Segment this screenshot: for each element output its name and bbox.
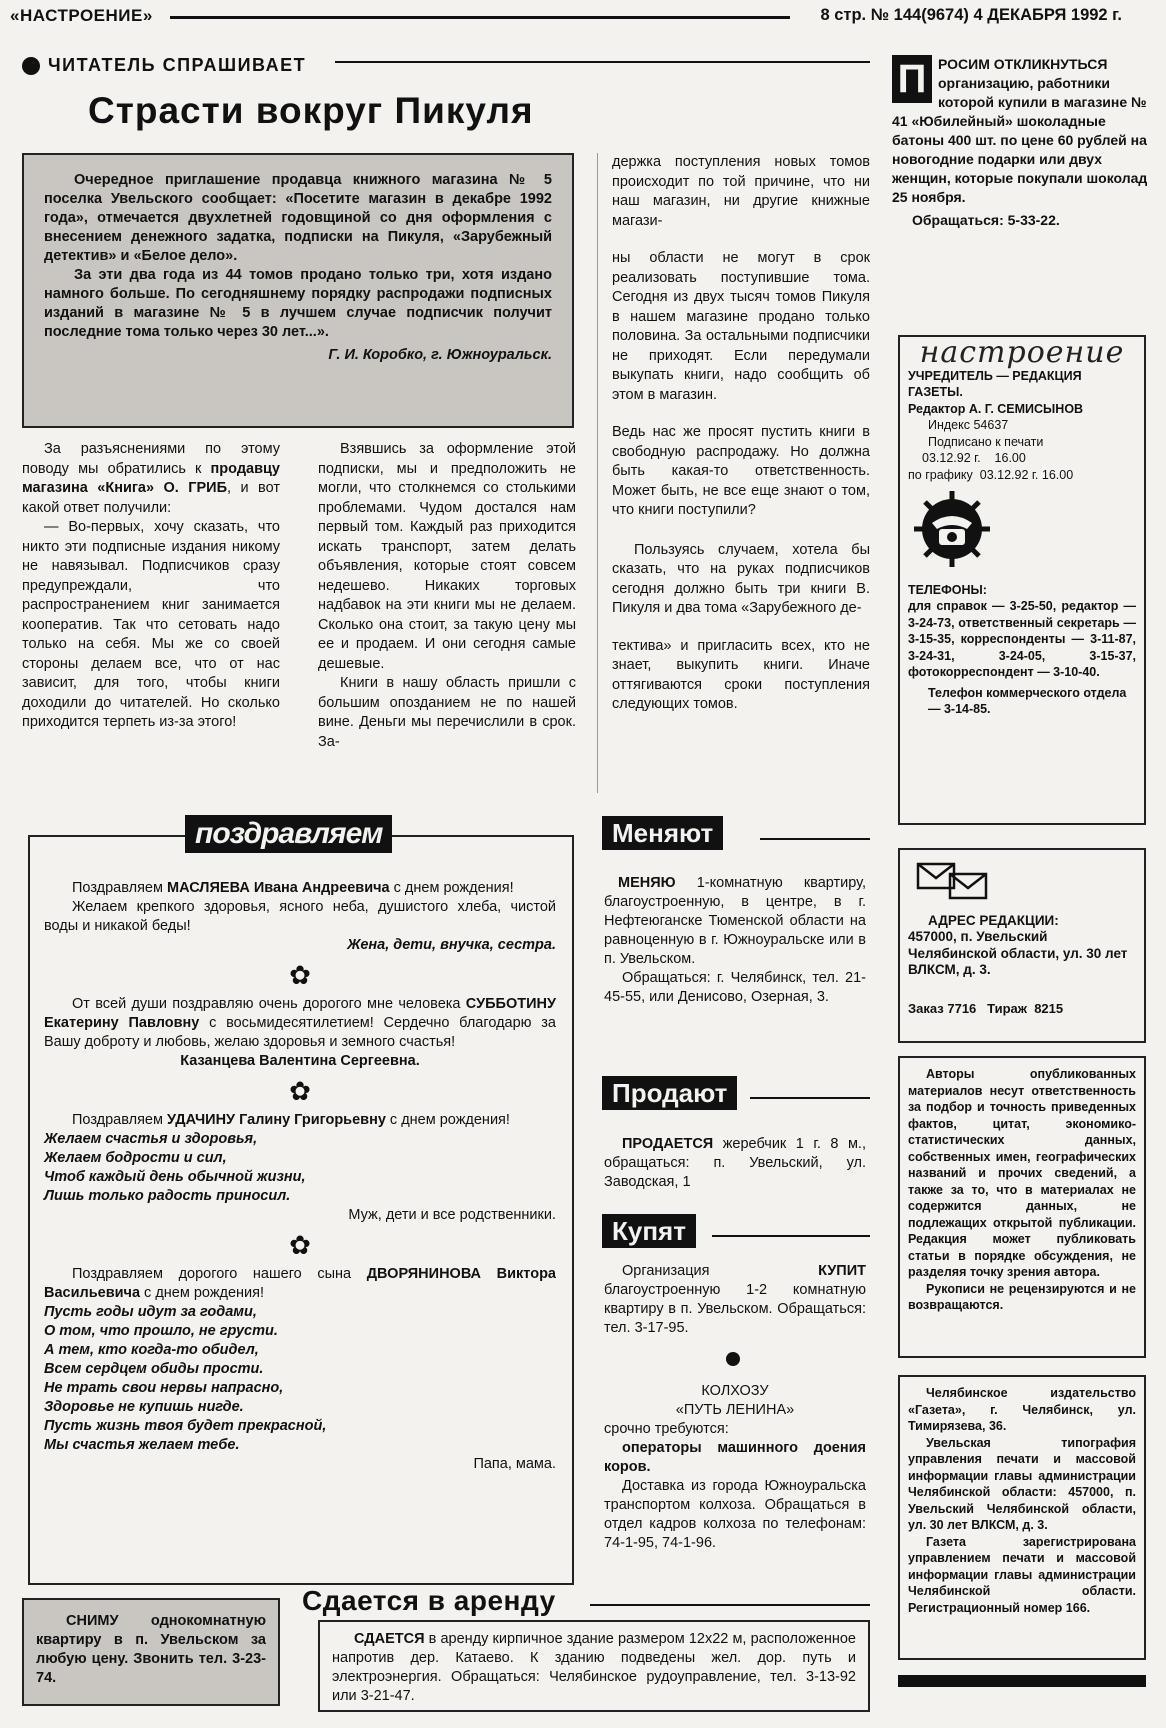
commercial-phone: Телефон коммерческого отдела — 3-14-85.: [928, 685, 1127, 716]
manuscripts-note: Рукописи не рецензируются и не возвращаются.: [908, 1281, 1136, 1312]
ad-lead: МЕНЯЮ: [618, 875, 676, 891]
kolkhoz-details: Доставка из города Южноуральска транспортом колхоза. Обращаться в отдел кадров колхоза по телефонам: 74-1-95, 74-1-96.: [604, 1478, 866, 1551]
article-paragraph: — Во-первых, хочу сказать, что никто эти подписные издания никому не навязывал. Подписчиков сразу предупреждали, что распространением книг занимается кооператив. Так что сетовать надо только на себя. Мы же со своей стороны делаем все, что от нас зависит, для того, чтобы книги доходили до читателей. Но сколько приходится терпеть из-за этого!: [22, 519, 280, 730]
heading-rule: [590, 1604, 870, 1606]
sell-heading: [602, 1078, 737, 1109]
exchange-heading: [602, 818, 723, 849]
notice-contact: Обращаться: 5-33-22.: [912, 212, 1060, 228]
header-rule: [170, 16, 790, 19]
article-column-3: [612, 153, 870, 715]
flower-icon: ✿: [289, 960, 311, 990]
poem-line: Здоровье не купишь нигде.: [44, 1399, 244, 1415]
poem-line: А тем, кто когда-то обидел,: [44, 1342, 259, 1358]
letter-paragraph: За эти два года из 44 томов продано только три, хотя издано намного больше. По сегодняшнему порядку распродажи подписных изданий в магазине № 5 в лучшем случае подписчик получит последние тома только через 30 лет...».: [44, 267, 552, 340]
poem-line: Пусть жизнь твоя будет прекрасной,: [44, 1418, 327, 1434]
ad-paragraph: [604, 1262, 866, 1338]
buy-heading: [602, 1216, 696, 1247]
congratulations-box: [28, 835, 574, 1585]
poem-line: Всем сердцем обиды прости.: [44, 1361, 264, 1377]
text-run: в аренду кирпичное здание размером 12х22 м, расположенное напротив дер. Катаево. К зданию подведены жел. дор. путь и электроэнергия. Обращаться: Челябинское рудоуправление, тел. 3-13-92 или 3-21-47.: [332, 1631, 856, 1704]
issue-info: 8 стр. № 144(9674) 4 ДЕКАБРЯ 1992 г.: [820, 6, 1122, 24]
phones-list: для справок — 3-25-50, редактор — 3-24-73, ответственный секретарь — 3-15-35, корреспонденты — 3-11-87, 3-24-31, 3-24-05, 3-15-37, фотокорреспондент — 3-10-40.: [908, 599, 1136, 679]
ad-lead: СДАЕТСЯ: [354, 1631, 425, 1647]
poem-line: Чтоб каждый день обычной жизни,: [44, 1169, 306, 1185]
schedule-date: 03.12.92 г.: [979, 467, 1039, 482]
text-run: От всей души поздравляю очень дорогого мне человека: [72, 996, 466, 1012]
poem-line: Не трать свои нервы напрасно,: [44, 1380, 284, 1396]
print-run: 8215: [1034, 1000, 1064, 1016]
kolkhoz-urgent: срочно требуются:: [604, 1421, 729, 1437]
article-paragraph: тектива» и пригласить всех, кто не знает, выкупить книги. Иначе оттягиваются сроки поступления следующих томов.: [612, 637, 870, 712]
flower-icon: ✿: [289, 1230, 311, 1260]
bullet-icon: [726, 1352, 740, 1366]
kolkhoz-need: операторы машинного доения коров.: [604, 1440, 866, 1475]
print-run-label: Тираж: [987, 1000, 1027, 1016]
person-name: УДАЧИНУ Галину Григорьевну: [167, 1112, 386, 1128]
signed-label: Подписано к печати: [928, 434, 1044, 449]
text-run: Организация: [622, 1263, 819, 1279]
congrats-poem: [44, 1130, 556, 1206]
poem-line: О том, что прошло, не грусти.: [44, 1323, 278, 1339]
sell-ad: [604, 1135, 866, 1192]
registration-text: Газета зарегистрирована управлением печати и массовой информации главы администрации Челябинской области. Регистрационный номер 166.: [908, 1534, 1136, 1615]
masthead-box: [898, 335, 1146, 825]
text-run: с днем рождения!: [385, 1112, 510, 1128]
for-rent-box: [318, 1620, 870, 1712]
congrats-signature: Жена, дети, внучка, сестра.: [347, 937, 556, 953]
text-run: Поздравляем дорогого нашего сына: [72, 1266, 367, 1282]
text-run: Поздравляем: [72, 880, 167, 896]
kolkhoz-ad: [604, 1382, 866, 1553]
reader-letter-box: [22, 153, 574, 428]
congrats-poem: [44, 1303, 556, 1455]
founder-line: УЧРЕДИТЕЛЬ — РЕДАКЦИЯ ГАЗЕТЫ.: [908, 368, 1082, 399]
article-column-2: [318, 440, 576, 752]
sell-label: Продают: [602, 1076, 737, 1110]
heading-rule: [760, 838, 870, 840]
publisher-text: Челябинское издательство «Газета», г. Челябинск, ул. Тимирязева, 36.: [908, 1386, 1136, 1433]
article-headline: Страсти вокруг Пикуля: [88, 90, 534, 131]
newspaper-name: «НАСТРОЕНИЕ»: [10, 6, 153, 25]
article-paragraph: Пользуясь случаем, хотела бы сказать, что на руках подписчиков сегодня должно быть три книги В. Пикуля и два тома «Зарубежного де-: [612, 541, 870, 616]
schedule-label: по графику: [908, 467, 973, 482]
buy-ad: [604, 1262, 866, 1338]
signed-time: 16.00: [994, 451, 1026, 465]
schedule-time: 16.00: [1041, 467, 1074, 482]
person-name: ДВОРЯНИНОВА Виктора Васильевича: [44, 1266, 556, 1301]
letter-paragraph: Очередное приглашение продавца книжного магазина № 5 поселка Увельского сообщает: «Посетите магазин в декабре 1992 года», отмечается двухлетней годовщиной со дня оформления с внесением денежного задатка, подписки на Пикуля, «Зарубежный детектив» и «Белое дело».: [44, 172, 552, 264]
flower-icon: ✿: [289, 1076, 311, 1106]
disclaimer-text: Авторы опубликованных материалов несут ответственность за подбор и точность приведенных фактов, цитат, экономико-статистических данных, собственных имен, географических названий и прочих сведений, а также за то, что в материалах не содержится данных, не подлежащих открытой публикации. Редакция может публиковать статьи в порядке обсуждения, не разделяя точку зрения автора.: [908, 1067, 1136, 1279]
section-label-text: ЧИТАТЕЛЬ СПРАШИВАЕТ: [48, 55, 307, 75]
order-line: [908, 1001, 1136, 1018]
text-run: с восьмидесятилетием! Сердечно благодарю за Вашу доброту и любовь, желаю здоровья и земного счастья!: [44, 1015, 556, 1050]
phones-title: ТЕЛЕФОНЫ:: [908, 582, 987, 597]
congrats-message: [44, 1265, 556, 1303]
article-paragraph: ны области не могут в срок реализовать поступившие тома. Сегодня из двух тысяч томов Пикуля в нашем магазине продано только половина. За остальными подписчики не приходят. Если передумали выкупать книги, надо сообщить об этом в магазин.: [612, 250, 870, 403]
heading-rule: [712, 1235, 870, 1237]
text-run: жеребчик 1 г. 8 м., обращаться: п. Увельский, ул. Заводская, 1: [604, 1136, 866, 1190]
heading-rule: [750, 1097, 870, 1099]
text-run: За разъяснениями по этому поводу мы обратились к: [22, 441, 280, 477]
address-text: 457000, п. Увельский Челябинской области, ул. 30 лет ВЛКСМ, д. 3.: [908, 929, 1128, 977]
telephone-icon: [912, 489, 992, 569]
ad-paragraph: [604, 1135, 866, 1192]
poem-line: Желаем счастья и здоровья,: [44, 1131, 258, 1147]
letter-signature: Г. И. Коробко, г. Южноуральск.: [328, 347, 552, 363]
exchange-ad: [604, 874, 866, 1007]
address-box: [898, 848, 1146, 1043]
rent-wanted-box: [22, 1598, 280, 1706]
congrats-signature: Казанцева Валентина Сергеевна.: [180, 1053, 420, 1069]
congrats-message: [44, 879, 556, 898]
text-run: Поздравляем: [72, 1112, 167, 1128]
congrats-message: [44, 995, 556, 1052]
signed-line: [908, 450, 1136, 467]
bullet-icon: [22, 57, 40, 75]
text-run: 1-комнатную квартиру, благоустроенную, в центре, в г. Нефтеюганске Тюменской области на равноценную в г. Южноуральске или в п. Увельском.: [604, 875, 866, 967]
poem-line: Желаем бодрости и сил,: [44, 1150, 227, 1166]
article-paragraph: Книги в нашу область пришли с большим опозданием не по нашей вине. Деньги мы перечислили в срок. За-: [318, 675, 576, 750]
person-name: МАСЛЯЕВА Ивана Андреевича: [167, 880, 390, 896]
article-paragraph: держка поступления новых томов происходит по той причине, что ни наш магазин, ни другие книжные магази-: [612, 154, 870, 229]
imprint-box: [898, 1375, 1146, 1660]
article-column-1: [22, 440, 280, 733]
editor-line: Редактор А. Г. СЕМИСЫНОВ: [908, 401, 1084, 416]
address-title: АДРЕС РЕДАКЦИИ:: [928, 912, 1059, 928]
signed-date: 03.12.92 г.: [922, 451, 981, 465]
ad-paragraph: [604, 874, 866, 969]
rent-text: [332, 1630, 856, 1706]
text-run: с днем рождения!: [140, 1285, 265, 1301]
text-run: с днем рождения!: [389, 880, 514, 896]
congrats-message: [44, 1111, 556, 1130]
bottom-bar: [898, 1675, 1146, 1687]
poem-line: Пусть годы идут за годами,: [44, 1304, 257, 1320]
kolkhoz-title: КОЛХОЗУ: [701, 1383, 769, 1399]
buy-label: Купят: [602, 1214, 696, 1248]
section-label: [22, 55, 306, 76]
exchange-label: Меняют: [602, 816, 723, 850]
ad-contact: Обращаться: г. Челябинск, тел. 21-45-55, или Денисово, Озерная, 3.: [604, 970, 866, 1005]
section-rule: [335, 61, 870, 63]
person-name: СУББОТИНУ Екатерину Павловну: [44, 996, 556, 1031]
congratulations-title: поздравляем: [185, 815, 392, 853]
congrats-signature: Папа, мама.: [473, 1456, 556, 1472]
seller-name: продавцу магазина «Книга» О. ГРИБ: [22, 460, 280, 496]
article-paragraph: [22, 440, 280, 518]
column-divider: [597, 153, 598, 793]
congrats-wish: Желаем крепкого здоровья, ясного неба, душистого хлеба, чистой воды и никакой беды!: [44, 899, 556, 934]
congrats-signature: Муж, дети и все родственники.: [348, 1207, 556, 1223]
notice-text: РОСИМ ОТКЛИКНУТЬСЯ организацию, работники которой купили в магазине № 41 «Юбилейный» шоколадные батоны 400 шт. по цене 60 рублей на новогодние подарки или двух женщин, которые покупали шоколад 25 ноября.: [892, 56, 1148, 205]
ad-lead: КУПИТ: [818, 1263, 866, 1279]
for-rent-heading: Сдается в аренду: [302, 1585, 556, 1616]
subscription-index: Индекс 54637: [928, 418, 1009, 432]
article-paragraph: Взявшись за оформление этой подписки, мы и предположить не могли, что столкнемся со столькими проблемами. Чудом достался нам первый том. Каждый раз приходится искать транспорт, затем делать объявления, которые стоят совсем недешево. Никаких торговых надбавок на эти книги мы не делаем. Сколько она стоит, за такую цену мы ее и продаем. И они сегодня самые дешевые.: [318, 441, 576, 672]
article-paragraph: Ведь нас же просят пустить книги в свободную распродажу. Но должна быть какая-то ответственность. Может быть, не все еще знают о том, что книги поступили?: [612, 424, 870, 518]
envelope-icon: [916, 862, 990, 902]
order-number: 7716: [947, 1000, 977, 1016]
poem-line: Лишь только радость приносил.: [44, 1188, 291, 1204]
order-label: Заказ: [908, 1000, 944, 1016]
kolkhoz-name: «ПУТЬ ЛЕНИНА»: [675, 1402, 795, 1418]
text-run: благоустроенную 1-2 комнатную квартиру в п. Увельском. Обращаться: тел. 3-17-95.: [604, 1282, 866, 1336]
text-run: , и вот какой ответ получили:: [22, 480, 280, 516]
printing-text: Увельская типография управления печати и массовой информации главы администрации Челябинской области: 457000, п. Увельский Челябинской области, ул. 30 лет ВЛКСМ, д. 3.: [908, 1435, 1136, 1532]
chocolate-notice: [892, 55, 1154, 230]
authors-disclaimer-box: [898, 1056, 1146, 1358]
schedule-line: [908, 467, 1136, 484]
poem-line: Мы счастья желаем тебе.: [44, 1437, 240, 1453]
drop-cap: П: [892, 55, 932, 103]
newspaper-logo: настроение: [919, 335, 1125, 370]
ad-lead: ПРОДАЕТСЯ: [622, 1136, 714, 1152]
rent-wanted-text: СНИМУ однокомнатную квартиру в п. Увельском за любую цену. Звонить тел. 3-23-74.: [36, 1613, 266, 1686]
